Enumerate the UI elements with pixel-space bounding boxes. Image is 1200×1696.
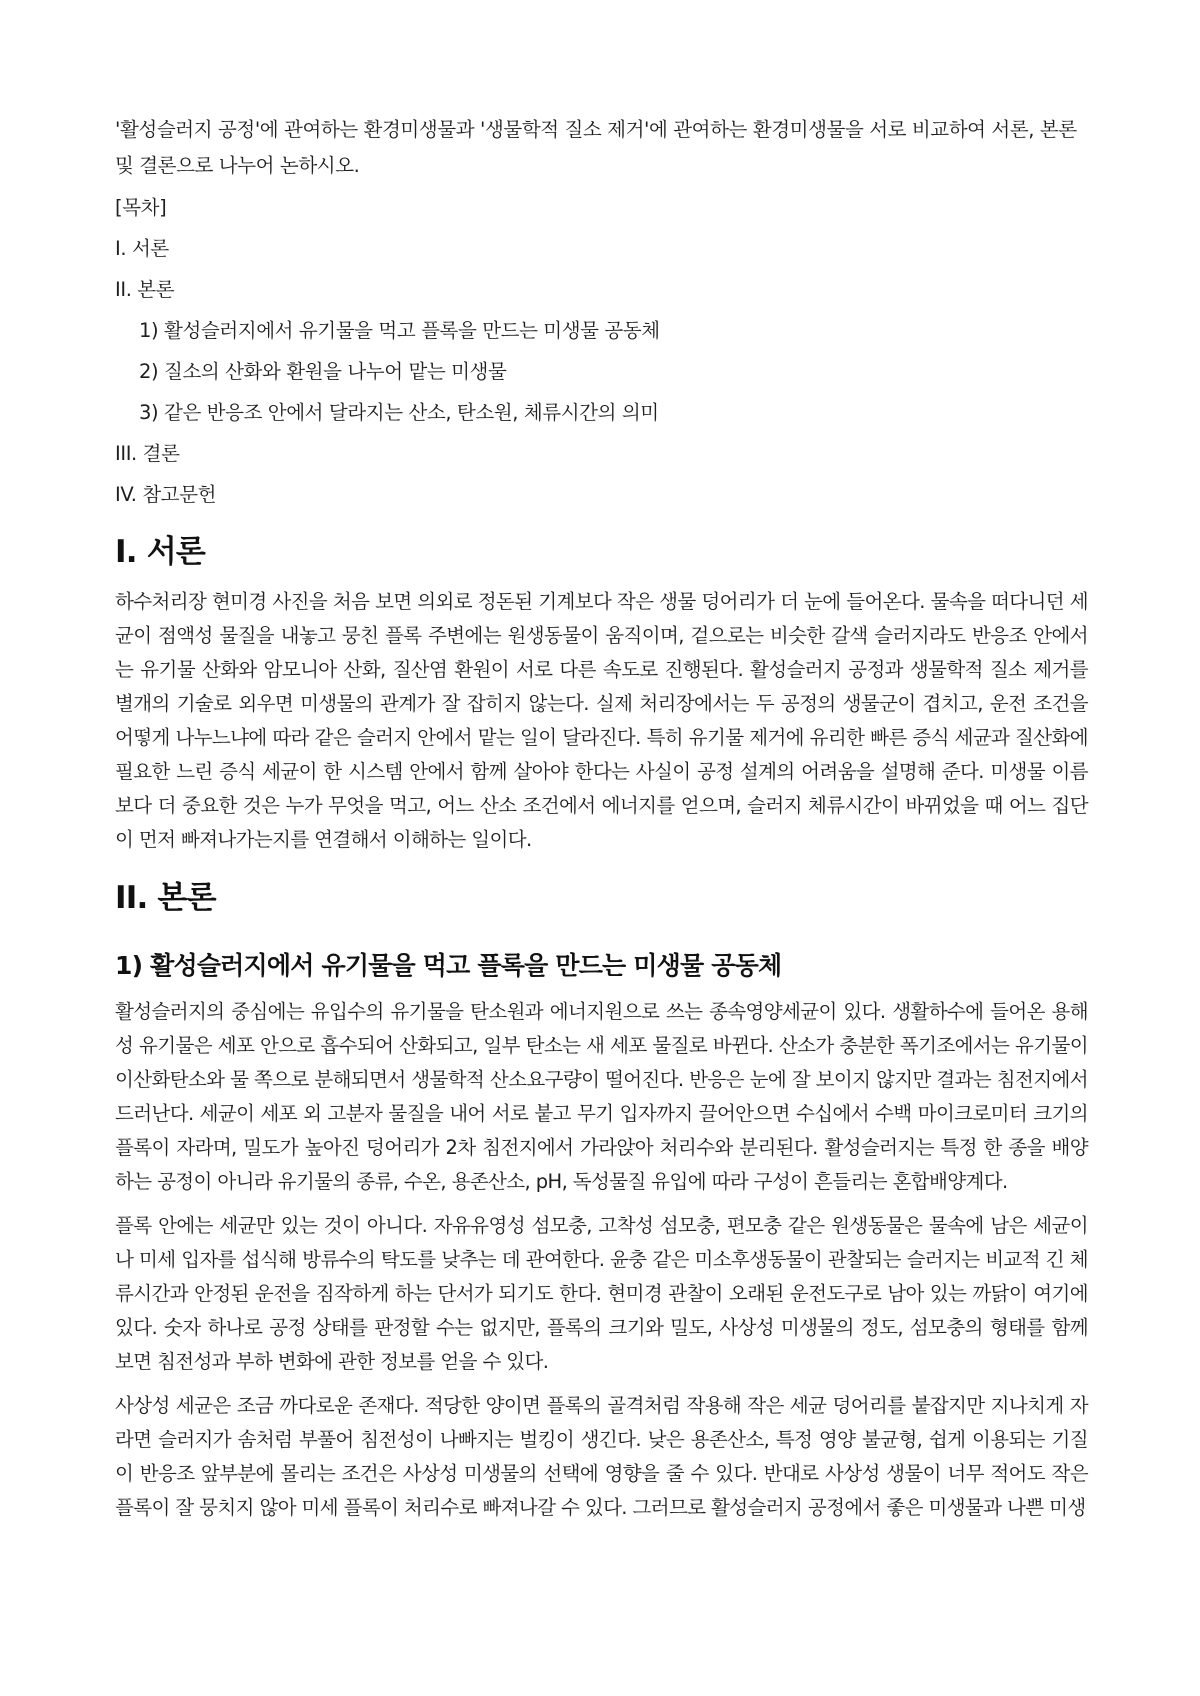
- subsection-1-paragraph-1: 활성슬러지의 중심에는 유입수의 유기물을 탄소원과 에너지원으로 쓰는 종속영양세균이 있다. 생활하수에 들어온 용해성 유기물은 세포 안으로 흡수되어 산화되고, 일부 탄소는 새 세포 물질로 바뀐다. 산소가 충분한 폭기조에서는 유기물이 이산화탄소와 물 쪽으로 분해되면서 생물학적 산소요구량이 떨어진다. 반응은 눈에 잘 보이지 않지만 결과는 침전지에서 드러난다. 세균이 세포 외 고분자 물질을 내어 서로 붙고 무기 입자까지 끌어안으면 수십에서 수백 마이크로미터 크기의 플록이 자라며, 밀도가 높아진 덩어리가 2차 침전지에서 가라앉아 처리수와 분리된다. 활성슬러지는 특정 한 종을 배양하는 공정이 아니라 유기물의 종류, 수온, 용존산소, pH, 독성물질 유입에 따라 구성이 흔들리는 혼합배양계다.: [115, 1000, 1088, 1193]
- toc-item-body: II. 본론: [115, 278, 175, 301]
- intro-heading: I. 서론: [115, 534, 205, 570]
- toc-item-conclusion: III. 결론: [115, 442, 180, 465]
- body-heading: II. 본론: [115, 880, 216, 916]
- toc-subitem-3: 3) 같은 반응조 안에서 달라지는 산소, 탄소원, 체류시간의 의미: [139, 401, 659, 424]
- toc-subitem-1: 1) 활성슬러지에서 유기물을 먹고 플록을 만드는 미생물 공동체: [139, 319, 660, 342]
- subsection-1-paragraph-2: 플록 안에는 세균만 있는 것이 아니다. 자유유영성 섬모충, 고착성 섬모충, 편모충 같은 원생동물은 물속에 남은 세균이나 미세 입자를 섭식해 방류수의 탁도를 낮추는 데 관여한다. 윤충 같은 미소후생동물이 관찰되는 슬러지는 비교적 긴 체류시간과 안정된 운전을 짐작하게 하는 단서가 되기도 한다. 현미경 관찰이 오래된 운전도구로 남아 있는 까닭이 여기에 있다. 숫자 하나로 공정 상태를 판정할 수는 없지만, 플록의 크기와 밀도, 사상성 미생물의 정도, 섬모충의 형태를 함께 보면 침전성과 부하 변화에 관한 정보를 얻을 수 있다.: [115, 1214, 1088, 1373]
- subsection-1-heading: 1) 활성슬러지에서 유기물을 먹고 플록을 만드는 미생물 공동체: [115, 951, 782, 980]
- intro-paragraph: 하수처리장 현미경 사진을 처음 보면 의외로 정돈된 기계보다 작은 생물 덩어리가 더 눈에 들어온다. 물속을 떠다니던 세균이 점액성 물질을 내놓고 뭉친 플록 주변에는 원생동물이 움직이며, 겉으로는 비슷한 갈색 슬러지라도 반응조 안에서는 유기물 산화와 암모니아 산화, 질산염 환원이 서로 다른 속도로 진행된다. 활성슬러지 공정과 생물학적 질소 제거를 별개의 기술로 외우면 미생물의 관계가 잘 잡히지 않는다. 실제 처리장에서는 두 공정의 생물군이 겹치고, 운전 조건을 어떻게 나누느냐에 따라 같은 슬러지 안에서 맡는 일이 달라진다. 특히 유기물 제거에 유리한 빠른 증식 세균과 질산화에 필요한 느린 증식 세균이 한 시스템 안에서 함께 살아야 한다는 사실이 공정 설계의 어려움을 설명해 준다. 미생물 이름보다 더 중요한 것은 누가 무엇을 먹고, 어느 산소 조건에서 에너지를 얻으며, 슬러지 체류시간이 바뀌었을 때 어느 집단이 먼저 빠져나가는지를 연결해서 이해하는 일이다.: [115, 590, 1088, 851]
- table-of-contents: [115, 192, 1088, 511]
- toc-item-references: IV. 참고문헌: [115, 483, 217, 506]
- toc-label: [목차]: [115, 196, 167, 219]
- subsection-1-paragraph-3: 사상성 세균은 조금 까다로운 존재다. 적당한 양이면 플록의 골격처럼 작용해 작은 세균 덩어리를 붙잡지만 지나치게 자라면 슬러지가 솜처럼 부풀어 침전성이 나빠지는 벌킹이 생긴다. 낮은 용존산소, 특정 영양 불균형, 쉽게 이용되는 기질이 반응조 앞부분에 몰리는 조건은 사상성 미생물의 선택에 영향을 줄 수 있다. 반대로 사상성 생물이 너무 적어도 작은 플록이 잘 뭉치지 않아 미세 플록이 처리수로 빠져나갈 수 있다. 그러므로 활성슬러지 공정에서 좋은 미생물과 나쁜 미생: [115, 1394, 1088, 1519]
- toc-subitem-2: 2) 질소의 산화와 환원을 나누어 맡는 미생물: [139, 360, 507, 383]
- toc-item-intro: I. 서론: [115, 237, 169, 260]
- essay-question: '활성슬러지 공정'에 관여하는 환경미생물과 '생물학적 질소 제거'에 관여하는 환경미생물을 서로 비교하여 서론, 본론 및 결론으로 나누어 논하시오.: [115, 118, 1077, 177]
